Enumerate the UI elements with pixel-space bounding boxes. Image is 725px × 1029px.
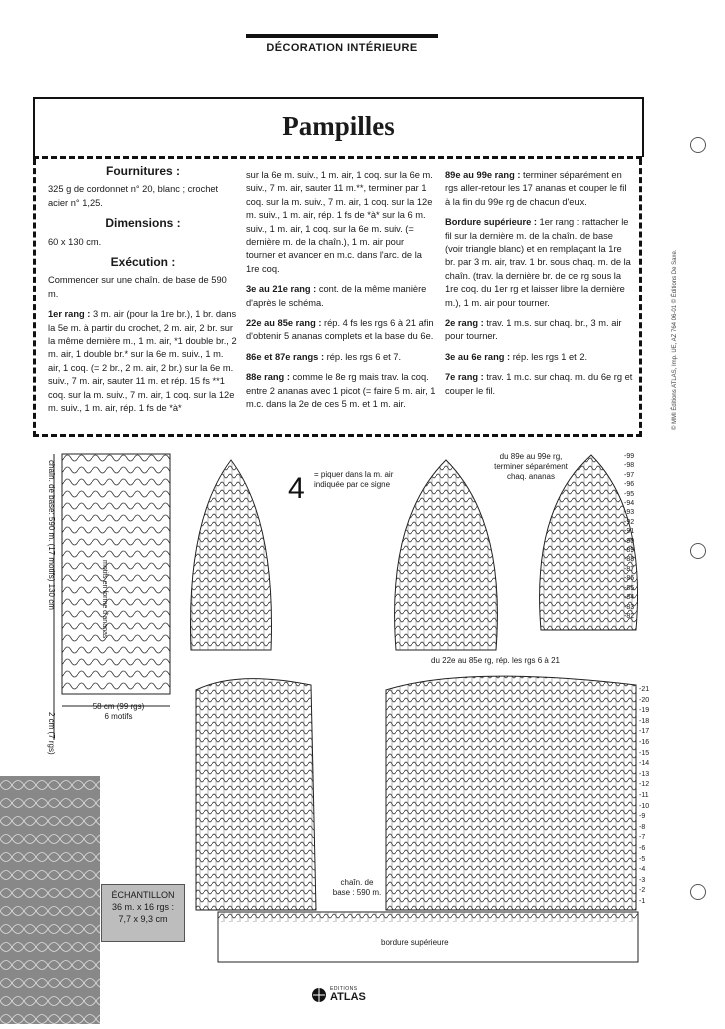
rang-2-text: trav. 1 m.s. sur chaq. br., 3 m. air pour tourner. (445, 318, 622, 342)
row-number: -98 (624, 462, 635, 470)
title-box (33, 97, 644, 157)
schema-rect (62, 454, 170, 694)
schema-width: 58 cm (99 rgs) (92, 702, 145, 711)
binder-hole-1 (690, 137, 706, 153)
terminer-label: du 89e au 99e rg, terminer séparément chaq. ananas (494, 452, 568, 481)
rang-7 (445, 371, 633, 398)
fournitures-heading: Fournitures : (106, 164, 180, 178)
rang-88-text: comme le 8e rg mais trav. la coq. entre 2 ananas avec 1 picot (= faire 5 m. air, 1 m.c. dans la 2e de ces 5 m. et 1 m. air. (246, 372, 436, 410)
dash-right (639, 159, 642, 437)
schema-side: chaîn. de base: 590 m. (17 motifs) 130 cm (47, 460, 56, 610)
section-header (246, 34, 438, 54)
row-number: -5 (639, 855, 646, 863)
column-1 (48, 165, 238, 423)
dash-top (33, 156, 642, 159)
rang-1 (48, 308, 238, 415)
row-number: -21 (639, 686, 650, 693)
rangs-3-6-text: rép. les rgs 1 et 2. (510, 351, 588, 362)
row-numbers-bottom (639, 685, 649, 907)
bordure-label: bordure supérieure (381, 938, 449, 947)
row-number: -91 (624, 528, 635, 536)
row-number: -83 (624, 603, 635, 611)
row-number: -87 (624, 565, 635, 573)
fournitures-text: 325 g de cordonnet n° 20, blanc ; crochet acier n° 1,25. (48, 184, 219, 208)
rang-2 (445, 317, 633, 344)
rang-88 (246, 371, 436, 411)
row-number: -16 (639, 738, 650, 746)
echantillon-l2: 7,7 x 9,3 cm (118, 914, 168, 924)
rangs-22-85 (246, 317, 436, 344)
rangs-22-85-label: 22e au 85e rang : (246, 318, 322, 329)
dash-left (33, 159, 36, 437)
row-number: -10 (639, 802, 650, 810)
pineapple-bottom-2 (386, 676, 636, 910)
schema-bottom: 2 cm (7 rgs) (47, 712, 56, 755)
row-number: -11 (639, 791, 649, 799)
rangs-86-87-label: 86e et 87e rangs : (246, 351, 325, 362)
sample-photo (0, 776, 100, 1024)
echantillon-l1: 36 m. x 16 rgs : (111, 902, 175, 912)
atlas-logo (311, 986, 371, 1004)
rangs-89-99-text: terminer séparément en rgs aller-retour les 17 ananas et couper le fil à la fin du 99e rg de chacun d'eux. (445, 170, 627, 207)
row-number: -20 (639, 696, 650, 704)
row-number: -6 (639, 844, 646, 852)
execution-heading: Exécution : (110, 255, 176, 270)
dimensions-text: 60 x 130 cm. (48, 236, 102, 247)
sample-texture (0, 776, 100, 1024)
page-title: Pampilles (282, 111, 395, 141)
bordure-label: Bordure supérieure : (445, 217, 537, 228)
globe-icon (311, 987, 327, 1003)
logo-top: EDITIONS (330, 986, 358, 992)
bordure (445, 216, 633, 310)
rangs-3-6-label: 3e au 6e rang : (445, 351, 511, 362)
rang-7-label: 7e rang : (445, 372, 484, 383)
row-number: -9 (639, 813, 646, 821)
row-number: -17 (639, 728, 650, 736)
row-number: -3 (639, 876, 646, 884)
col2-text: sur la 6e m. suiv., 1 m. air, 1 coq. sur la 6e m. suiv., 7 m. air, sauter 11 m.**, terminer par 1 coq. sur la m. suiv., 7 m. air, 1 coq. sur la 12e m. suiv., 1 m. air, rép. 1 fs de *à* sur la 6 m. suiv., 1 m. air, 1 coq. sur la 6e m. suiv. (= dernière m. de la chaîn.), 1 m. air pour tourner et avancer en m.c. dans l'arc. de la 1re coq. (246, 170, 433, 274)
rang-88-label: 88e rang : (246, 372, 290, 383)
rang-2-label: 2e rang : (445, 318, 484, 329)
chain-label: chaîn. de base : 590 m. (332, 878, 382, 897)
row-number: -97 (624, 471, 635, 479)
rangs-3-21-label: 3e au 21e rang : (246, 284, 317, 295)
row-number: -84 (624, 594, 635, 602)
row-number: -93 (624, 509, 635, 517)
row-number: -13 (639, 770, 650, 778)
pineapple-top-2 (395, 460, 498, 650)
row-number: -8 (639, 823, 646, 831)
row-number: -1 (639, 897, 646, 905)
row-number: -19 (639, 707, 650, 715)
row-number: -12 (639, 781, 650, 789)
execution-text: Commencer sur une chaîn. de base de 590 m. (48, 275, 227, 299)
row-number: -95 (624, 490, 635, 498)
echantillon-title: ÉCHANTILLON (111, 890, 175, 900)
dash-bottom (33, 434, 642, 437)
piquer-symbol: 4 (288, 472, 305, 505)
piquer-label: = piquer dans la m. air indiquée par ce signe (314, 470, 394, 489)
dimensions-heading: Dimensions : (105, 216, 181, 231)
row-number: -96 (624, 481, 635, 489)
rangs-3-6 (445, 351, 633, 364)
rang-7-text: trav. 1 m.c. sur chaq. m. du 6e rg et couper le fil. (445, 372, 633, 396)
rangs-3-21 (246, 283, 436, 310)
echantillon-box (101, 884, 185, 942)
row-number: -18 (639, 717, 650, 725)
row-number: -92 (624, 518, 635, 526)
logo-main: ATLAS (330, 991, 366, 1003)
rang-1-text: 3 m. air (pour la 1re br.), 1 br. dans la 5e m. à partir du crochet, 2 m. air, 2 br. sur la même dernière m., 1 m. air, *1 double br., 2 m. air, 1 double br.* sur la 6e m. suiv., 1 m. air, 1 coq. (= 2 br., 2 m. air, 2 br.) sur la 6e m. suiv., 7 m. air, sauter 11 m. et rép. 15 fs **1 coq. sur la m. suiv., 7 m. air, 1 coq. sur la 12e m. suiv., 1 m. air, rép. 1 fs de *à* (48, 309, 237, 414)
row-number: -89 (624, 547, 635, 555)
schema-motifs: 6 motifs (104, 712, 133, 721)
row-number: -86 (624, 575, 635, 583)
bordure-text: 1er rang : rattacher le fil sur la dernière m. de la chaîn. de base (voir triangle blanc) et en remplaçant la 1re br. par 3 m. air, trav. 1 br. sous chaq. m. de la chaîn. (trav. la dernière br. de ce rg sous la 1re coq. du 1er rg et laisser libre la dernière m.), 1 m. air pour tourner. (445, 217, 631, 308)
rangs-3-21-text: cont. de la même manière d'après le schéma. (246, 284, 427, 308)
pineapple-top-1 (191, 460, 272, 650)
row-number: -90 (624, 537, 635, 545)
instructions-frame (33, 97, 644, 437)
column-2 (246, 169, 436, 419)
repete-label: du 22e au 85e rg, rép. les rgs 6 à 21 (431, 656, 560, 665)
rangs-86-87-text: rép. les rgs 6 et 7. (324, 351, 402, 362)
row-number: -7 (639, 834, 646, 842)
rangs-86-87 (246, 351, 436, 364)
row-number: -2 (639, 887, 646, 895)
row-number: -94 (624, 500, 635, 508)
schema-inner: motifs en forme d'ananas (101, 560, 108, 639)
rangs-89-99 (445, 169, 633, 209)
column-3 (445, 169, 633, 405)
row-numbers-top (624, 452, 634, 621)
row-number: -15 (639, 749, 650, 757)
section-title: DÉCORATION INTÉRIEURE (266, 42, 418, 54)
copyright-text: © MMI Éditions ATLAS, Imp. UE, AZ 764 06-01 © Éditions De Saxe. (672, 249, 678, 430)
binder-hole-3 (690, 884, 706, 900)
rangs-22-85-text: rép. 4 fs les rgs 6 à 21 afin d'obtenir 5 ananas complets et la base du 6e. (246, 318, 434, 342)
row-number: -88 (624, 556, 635, 564)
row-number: -82 (624, 612, 635, 620)
row-number: -14 (639, 760, 650, 768)
border-mesh (218, 912, 638, 922)
row-number: -99 (624, 453, 635, 460)
row-number: -85 (624, 584, 635, 592)
rangs-89-99-label: 89e au 99e rang : (445, 170, 521, 180)
binder-hole-2 (690, 543, 706, 559)
pineapple-bottom-1 (196, 679, 316, 910)
row-number: -4 (639, 866, 646, 874)
header-rule (246, 34, 438, 38)
rang-1-label: 1er rang : (48, 309, 91, 320)
